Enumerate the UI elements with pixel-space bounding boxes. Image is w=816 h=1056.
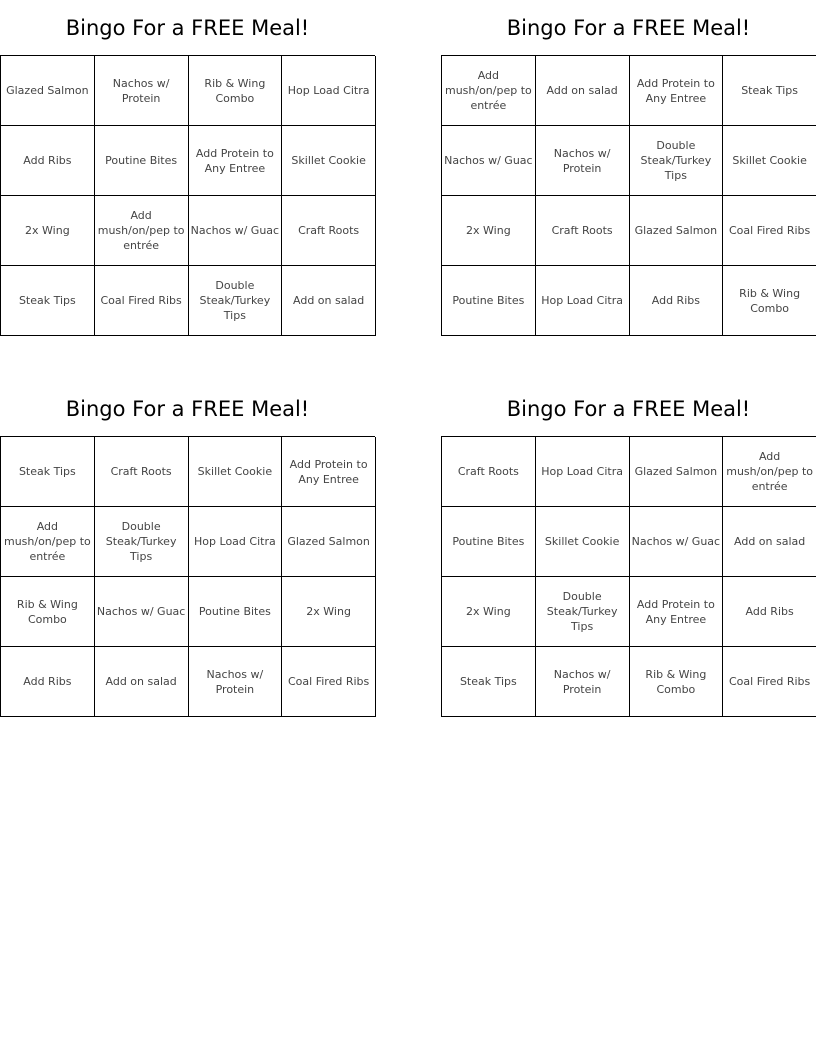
bingo-cell: Coal Fired Ribs [723, 647, 816, 717]
bingo-cell: Hop Load Citra [536, 437, 630, 507]
bingo-cell: Add Ribs [1, 126, 95, 196]
bingo-cell: Poutine Bites [442, 266, 536, 336]
bingo-card-1 [0, 0, 375, 336]
bingo-cell: Add mush/on/pep to entrée [442, 56, 536, 126]
bingo-grid [441, 436, 816, 717]
bingo-cell: Nachos w/ Guac [630, 507, 724, 577]
bingo-cell: Add on salad [282, 266, 376, 336]
bingo-cell: Rib & Wing Combo [1, 577, 95, 647]
bingo-cell: Hop Load Citra [189, 507, 283, 577]
bingo-cell: 2x Wing [282, 577, 376, 647]
bingo-grid [441, 55, 816, 336]
bingo-cell: Poutine Bites [95, 126, 189, 196]
bingo-cell: Double Steak/Turkey Tips [630, 126, 724, 196]
bingo-cell: Add on salad [95, 647, 189, 717]
bingo-cell: Nachos w/ Guac [442, 126, 536, 196]
bingo-cell: Glazed Salmon [630, 437, 724, 507]
bingo-cell: Craft Roots [95, 437, 189, 507]
bingo-cell: Double Steak/Turkey Tips [536, 577, 630, 647]
bingo-cell: Add on salad [536, 56, 630, 126]
bingo-cell: Steak Tips [1, 437, 95, 507]
bingo-cell: Add Protein to Any Entree [630, 56, 724, 126]
bingo-cell: Nachos w/ Protein [536, 126, 630, 196]
bingo-cell: Add on salad [723, 507, 816, 577]
bingo-cell: Hop Load Citra [536, 266, 630, 336]
bingo-cell: Craft Roots [442, 437, 536, 507]
bingo-cell: Add Ribs [630, 266, 724, 336]
card-title: Bingo For a FREE Meal! [506, 396, 751, 421]
bingo-cell: Glazed Salmon [630, 196, 724, 266]
bingo-cell: Add mush/on/pep to entrée [723, 437, 816, 507]
bingo-cell: Add mush/on/pep to entrée [1, 507, 95, 577]
bingo-cell: Rib & Wing Combo [189, 56, 283, 126]
bingo-cell: Skillet Cookie [723, 126, 816, 196]
bingo-cell: Steak Tips [723, 56, 816, 126]
bingo-cell: Double Steak/Turkey Tips [189, 266, 283, 336]
bingo-cell: Add Ribs [723, 577, 816, 647]
bingo-cell: Poutine Bites [189, 577, 283, 647]
bingo-cell: Hop Load Citra [282, 56, 376, 126]
bingo-cell: Nachos w/ Protein [189, 647, 283, 717]
bingo-cell: Poutine Bites [442, 507, 536, 577]
card-title: Bingo For a FREE Meal! [506, 15, 751, 40]
bingo-cell: Add Protein to Any Entree [189, 126, 283, 196]
bingo-cell: Skillet Cookie [282, 126, 376, 196]
bingo-cell: Steak Tips [442, 647, 536, 717]
bingo-cell: 2x Wing [1, 196, 95, 266]
bingo-cell: 2x Wing [442, 577, 536, 647]
bingo-cell: Skillet Cookie [536, 507, 630, 577]
bingo-cell: Add Ribs [1, 647, 95, 717]
bingo-grid [0, 55, 375, 336]
bingo-cell: Craft Roots [282, 196, 376, 266]
bingo-cell: Nachos w/ Guac [95, 577, 189, 647]
bingo-cell: Glazed Salmon [1, 56, 95, 126]
bingo-cell: Steak Tips [1, 266, 95, 336]
bingo-cell: Rib & Wing Combo [723, 266, 816, 336]
bingo-cell: Add Protein to Any Entree [282, 437, 376, 507]
bingo-cell: Add Protein to Any Entree [630, 577, 724, 647]
bingo-cell: Nachos w/ Guac [189, 196, 283, 266]
bingo-cell: Coal Fired Ribs [723, 196, 816, 266]
card-title: Bingo For a FREE Meal! [65, 396, 310, 421]
bingo-cell: Coal Fired Ribs [95, 266, 189, 336]
bingo-cell: Nachos w/ Protein [95, 56, 189, 126]
bingo-cell: Skillet Cookie [189, 437, 283, 507]
card-title: Bingo For a FREE Meal! [65, 15, 310, 40]
bingo-card-3 [0, 381, 375, 717]
bingo-cell: Craft Roots [536, 196, 630, 266]
bingo-cell: Add mush/on/pep to entrée [95, 196, 189, 266]
bingo-cell: 2x Wing [442, 196, 536, 266]
bingo-cell: Rib & Wing Combo [630, 647, 724, 717]
bingo-cell: Nachos w/ Protein [536, 647, 630, 717]
bingo-cell: Coal Fired Ribs [282, 647, 376, 717]
bingo-grid [0, 436, 375, 717]
bingo-cell: Double Steak/Turkey Tips [95, 507, 189, 577]
bingo-cell: Glazed Salmon [282, 507, 376, 577]
bingo-card-2 [441, 0, 816, 336]
bingo-card-4 [441, 381, 816, 717]
